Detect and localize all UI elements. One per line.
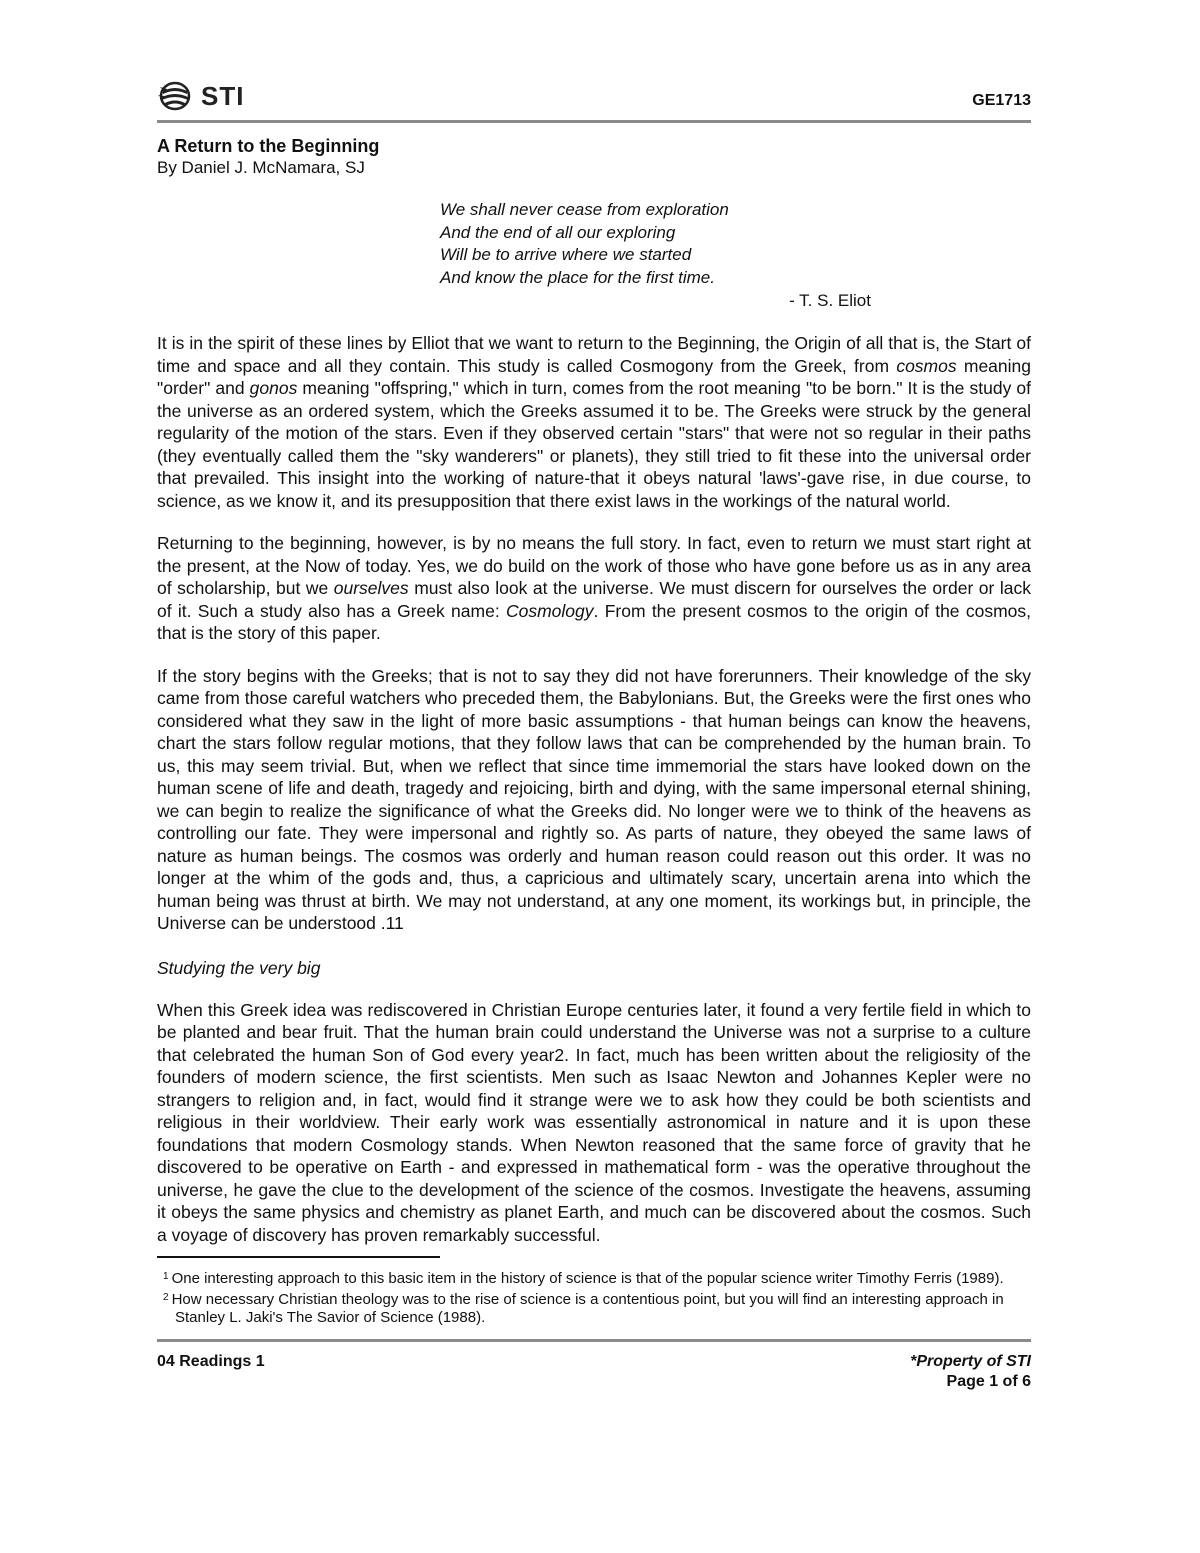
globe-icon [157,81,197,111]
header-divider [157,120,1031,123]
footer-right [910,1352,1031,1392]
property-notice: *Property of STI [910,1353,1031,1370]
document-code: GE1713 [972,92,1031,109]
paragraph-text: . From the present cosmos to the origin of the cosmos, that is the story of this paper. [157,600,1031,643]
paragraph-1 [157,332,1031,512]
page-footer [157,1352,1031,1396]
paragraph-text: meaning "order" and [157,355,1031,398]
italic-term: Cosmology [505,600,594,621]
epigraph-line: We shall never cease from exploration [440,200,729,219]
italic-term: gonos [249,378,298,398]
italic-term: cosmos [896,355,957,376]
document-page [157,68,1031,1396]
page-header [157,68,1031,120]
paragraph-4: When this Greek idea was rediscovered in Christian Europe centuries later, it found a very fertile field in which to be planted and bear fruit. That the human brain could understand the Universe was not a surprise to a culture that celebrated the human Son of God every year2. In fact, much has been written about the religiosity of the founders of modern science, the first scientists. Men such as Isaac Newton and Johannes Kepler were no strangers to religion and, in fact, would find it strange were we to ask how they could be both scientists and religious in their worldview. Their early work was essentially astronomical in nature and it is upon these foundations that modern Cosmology stands. When Newton reasoned that the same force of gravity that he discovered to be operative on Earth - and expressed in mathematical form - was the operative throughout the universe, he gave the clue to the development of the science of the cosmos. Investigate the heavens, assuming it obeys the same physics and chemistry as planet Earth, and much can be discovered about the cosmos. Such a voyage of discovery has proven remarkably successful. [157,999,1031,1245]
page-number: Page 1 of 6 [946,1373,1031,1390]
epigraph-line: And know the place for the first time. [440,267,715,287]
footnote-1 [157,1268,1031,1288]
paragraph-text: It is in the spirit of these lines by Elliot that we want to return to the Beginning, the Origin of all that is, the Start of time and space and all they contain. This study is called Cosmogony from the Greek, from [157,333,1031,376]
footnote-2 [157,1289,1031,1327]
paragraph-text: Returning to the beginning, however, is by no means the full story. In fact, even to return we must start right at the present, at the Now of today. Yes, we do build on the work of those who have gone before us as in any area of scholarship, but we [157,533,1031,598]
epigraph-attribution: - T. S. Eliot [789,291,871,310]
paragraph-text: must also look at the universe. We must discern for ourselves the order or lack of it. Such a study also has a Greek name: [157,578,1031,621]
footer-module-label: 04 Readings 1 [157,1353,265,1370]
paragraph-3: If the story begins with the Greeks; that is not to say they did not have forerunners. Their knowledge of the sky came from those careful watchers who preceded them, the Babylonians. But, the Greeks were the first ones who considered what they saw in the light of more basic assumptions - that human beings can know the heavens, chart the stars follow regular motions, that they follow laws that can be comprehended by the human brain. To us, this may seem trivial. But, when we reflect that since time immemorial the stars have looked down on the human scene of life and death, tragedy and rejoicing, birth and dying, with the same impersonal eternal shining, we can begin to realize the significance of what the Greeks did. No longer were we to think of the heavens as controlling our fate. They were impersonal and rightly so. As parts of nature, they obeyed the same laws of nature as human beings. The cosmos was orderly and human reason could reason out this order. It was no longer at the whim of the gods and, thus, a capricious and ultimately scary, uncertain arena into which the human being was thrust at birth. We may not understand, at any one moment, its workings but, in principle, the Universe can be understood .11 [157,665,1031,933]
epigraph-line: And the end of all our exploring [440,222,676,242]
footnotes [157,1268,1031,1327]
footnote-text: One interesting approach to this basic item in the history of science is that of the popular science writer Timothy Ferris (1989). [171,1270,1004,1287]
paragraph-text: meaning "offspring," which in turn, comes from the root meaning "to be born." It is the study of the universe as an ordered system, which the Greeks assumed it to be. The Greeks were struck by the general regularity of the motion of the stars. Even if they observed certain "stars" that were not so regular in their paths (they eventually called them the "sky wanderers" or planets), they still tried to fit these into the universal order that prevailed. This insight into the working of nature-that it obeys natural 'laws'-gave rise, in due course, to science, as we know it, and its presupposition that there exist laws in the workings of the natural world. [157,378,1031,511]
footnote-mark: 1 [163,1271,169,1282]
footer-divider [157,1339,1031,1342]
footnote-mark: 2 [163,1292,169,1303]
sti-logo [157,78,244,114]
paragraph-2 [157,532,1031,645]
article-author: By Daniel J. McNamara, SJ [157,158,365,177]
footnote-divider [157,1256,440,1258]
epigraph-line: Will be to arrive where we started [440,245,692,264]
epigraph [440,199,1031,289]
footnote-text: How necessary Christian theology was to the rise of science is a contentious point, but you will find an interesting approach in Stanley L. Jaki's The Savior of Science (1988). [171,1291,1004,1326]
section-subheading: Studying the very big [157,957,321,978]
logo-text: STI [201,80,245,111]
italic-term: ourselves [333,578,409,598]
article-title: A Return to the Beginning [157,136,380,156]
